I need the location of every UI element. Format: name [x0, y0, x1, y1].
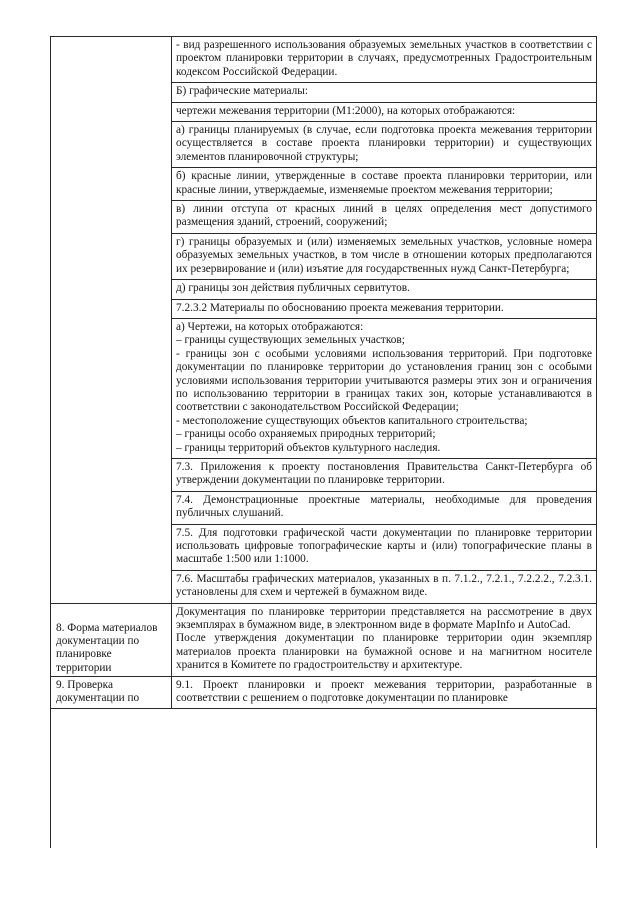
text-block: чертежи межевания территории (М1:2000), на которых отображаются: [172, 103, 596, 122]
section7-content [172, 37, 597, 603]
text-block: 7.5. Для подготовки графической части документации по планировке территории использовать цифровые топографические карты и (или) топографические планы в масштабе 1:500 или 1:1000. [172, 525, 596, 571]
text-block: г) границы образуемых и (или) изменяемых земельных участков, условные номера образуемых земельных участков, в том числе в отношении которых предполагаются их резервирование и (или) изъятие для государственных нужд Санкт-Петербурга; [172, 234, 596, 280]
section9-content [172, 676, 597, 709]
document-page [50, 36, 597, 848]
section8-content [172, 603, 597, 676]
text-block: в) линии отступа от красных линий в целях определения мест допустимого размещения зданий, строений, сооружений; [172, 201, 596, 234]
section8-label: 8. Форма материалов документации по планировке территории [51, 603, 172, 676]
section9-label: 9. Проверка документации по [51, 676, 172, 709]
text-block: Б) графические материалы: [172, 83, 596, 102]
text-block: б) красные линии, утвержденные в составе проекта планировки территории, или красные линии, утверждаемые, изменяемые проектом межевания территории; [172, 168, 596, 201]
text-block: 7.4. Демонстрационные проектные материалы, необходимые для проведения публичных слушаний. [172, 492, 596, 525]
requirements-table [51, 37, 596, 709]
text-block: а) Чертежи, на которых отображаются: – границы существующих земельных участков; - границы зон с особыми условиями использования территорий. При подготовке документации по планировке территории до установления границ зон с особыми условиями использования территории учитываются размеры этих зон и ограничения по использованию территории в границах таких зон, которые устанавливаются в соответствии с законодательством Российской Федерации; - местоположение существующих объектов капитального строительства; – границы особо охраняемых природных территорий; – границы территорий объектов культурного наследия. [172, 319, 596, 459]
text-block: а) границы планируемых (в случае, если подготовка проекта межевания территории осуществляется в составе проекта планировки территории) и существующих элементов планировочной структуры; [172, 122, 596, 168]
table-row [51, 37, 596, 603]
text-block: - вид разрешенного использования образуемых земельных участков в соответствии с проектом планировки территории в случаях, предусмотренных Градостроительным кодексом Российской Федерации. [172, 37, 596, 83]
row-label-empty [51, 37, 172, 603]
text-block: 7.6. Масштабы графических материалов, указанных в п. 7.1.2., 7.2.1., 7.2.2.2., 7.2.3.1. установлены для схем и чертежей в бумажном виде. [176, 572, 592, 599]
text-block: 7.2.3.2 Материалы по обоснованию проекта межевания территории. [172, 300, 596, 319]
text-block: Документация по планировке территории представляется на рассмотрение в двух экземплярах в бумажном виде, в электронном виде в формате MapInfo и AutoCad. После утверждения документации по планировке территории один экземпляр материалов проекта планировки на бумажной основе и на магнитном носителе хранится в Комитете по градостроительству и архитектуре. [176, 605, 592, 672]
text-block: д) границы зон действия публичных сервитутов. [172, 280, 596, 299]
text-block: 9.1. Проект планировки и проект межевания территории, разработанные в соответствии с решением о подготовке документации по планировке [176, 678, 592, 705]
table-row [51, 676, 596, 709]
table-row [51, 603, 596, 676]
text-block: 7.3. Приложения к проекту постановления Правительства Санкт-Петербурга об утверждении документации по планировке территории. [172, 459, 596, 492]
